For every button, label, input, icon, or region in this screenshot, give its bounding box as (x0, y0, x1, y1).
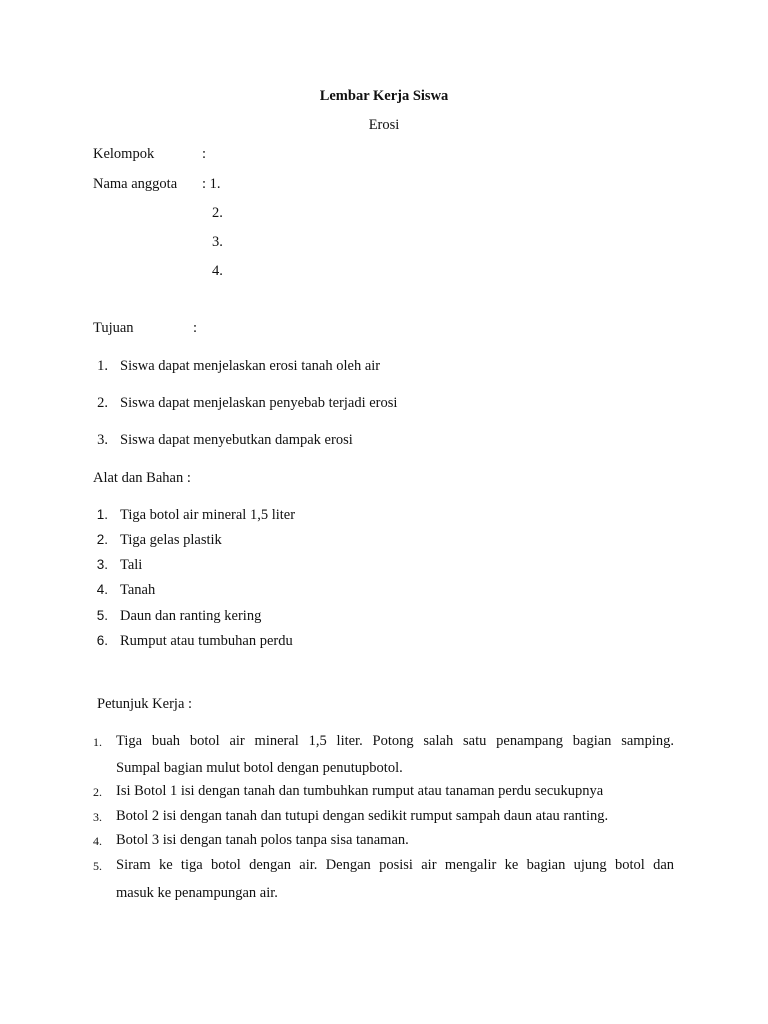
list-item: Tiga gelas plastik (120, 532, 222, 548)
page-title: Lembar Kerja Siswa (319, 88, 449, 104)
list-item: Isi Botol 1 isi dengan tanah dan tumbuhkan rumput atau tanaman perdu secukupnya (116, 783, 604, 799)
list-item: Rumput atau tumbuhan perdu (120, 633, 293, 649)
list-item-number: 5. (93, 859, 102, 873)
petunjuk-kerja-label: Petunjuk Kerja : (97, 696, 193, 712)
kelompok-colon: : (202, 146, 207, 162)
list-item-number: 6. (96, 633, 108, 648)
nama-anggota-colon: : 1. (202, 176, 221, 192)
list-item-number: 3. (96, 557, 108, 572)
list-item-continuation: Sumpal bagian mulut botol dengan penutupbotol. (116, 760, 403, 776)
list-item-number: 2. (96, 532, 108, 547)
list-item: Siram ke tiga botol dengan air. Dengan posisi air mengalir ke bagian ujung botol dan (116, 857, 674, 873)
list-item: Daun dan ranting kering (120, 608, 262, 624)
list-item-number: 1. (93, 735, 102, 749)
list-item: Siswa dapat menyebutkan dampak erosi (120, 432, 353, 448)
nama-anggota-number: 2. (212, 205, 223, 221)
list-item-number: 1. (97, 358, 108, 374)
tujuan-label: Tujuan (93, 320, 134, 336)
nama-anggota-number: 4. (212, 263, 223, 279)
list-item-number: 5. (96, 608, 108, 623)
nama-anggota-number: 3. (212, 234, 223, 250)
list-item: Siswa dapat menjelaskan penyebab terjadi erosi (120, 395, 398, 411)
list-item-number: 2. (93, 785, 102, 799)
list-item-number: 3. (97, 432, 108, 448)
list-item-number: 2. (97, 395, 108, 411)
list-item-number: 1. (96, 507, 108, 522)
list-item: Tiga buah botol air mineral 1,5 liter. Potong salah satu penampang bagian samping. (116, 733, 674, 749)
list-item-number: 4. (93, 834, 102, 848)
list-item-continuation: masuk ke penampungan air. (116, 885, 278, 901)
list-item: Siswa dapat menjelaskan erosi tanah oleh air (120, 358, 381, 374)
kelompok-label: Kelompok (93, 146, 155, 162)
tujuan-colon: : (193, 320, 198, 336)
list-item: Tali (120, 557, 143, 573)
list-item: Botol 2 isi dengan tanah dan tutupi dengan sedikit rumput sampah daun atau ranting. (116, 808, 609, 824)
list-item: Botol 3 isi dengan tanah polos tanpa sisa tanaman. (116, 832, 409, 848)
list-item: Tanah (120, 582, 156, 598)
list-item-number: 4. (96, 582, 108, 597)
alat-bahan-label: Alat dan Bahan : (93, 470, 191, 486)
list-item: Tiga botol air mineral 1,5 liter (120, 507, 296, 523)
nama-anggota-label: Nama anggota (93, 176, 178, 192)
list-item-number: 3. (93, 810, 102, 824)
page-subtitle: Erosi (368, 117, 400, 133)
